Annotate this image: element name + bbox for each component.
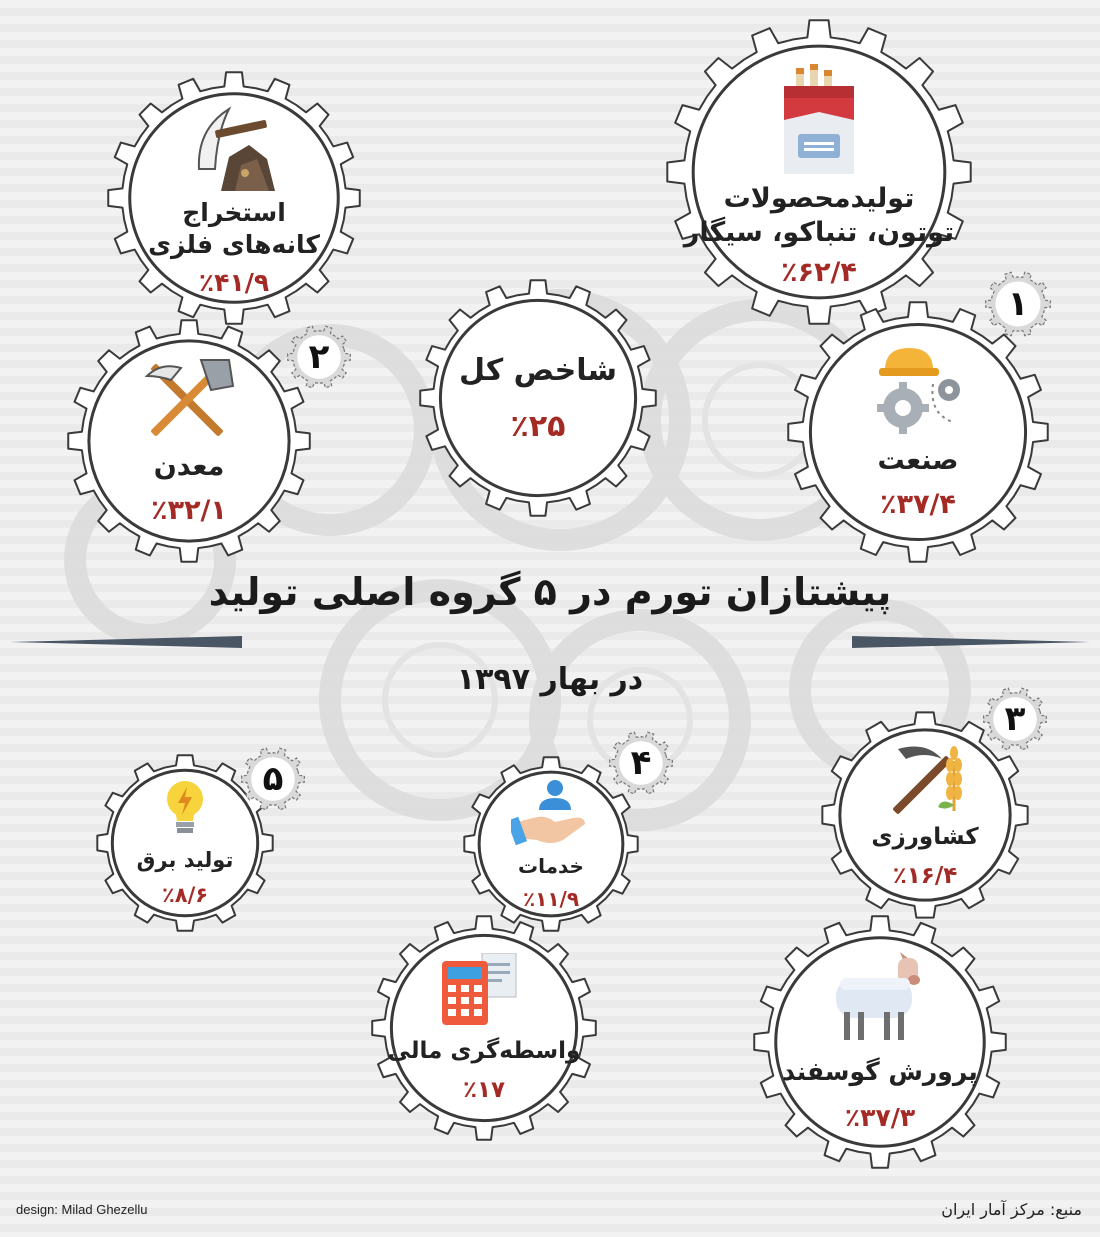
total-label: شاخص کل xyxy=(459,352,617,388)
industry-value: ٪۳۷/۴ xyxy=(880,489,956,521)
sheep-value: ٪۳۷/۳ xyxy=(844,1103,916,1133)
sheep-icon xyxy=(828,952,932,1044)
mining-value: ٪۳۲/۱ xyxy=(151,495,227,527)
rank-badge-5 xyxy=(240,746,306,812)
industry-label: صنعت xyxy=(877,444,959,476)
rank-badge-2-number: ۲ xyxy=(308,337,330,377)
metal-mining-label xyxy=(148,197,320,260)
finance-label: واسطه‌گری مالی xyxy=(387,1037,581,1064)
services-label: خدمات xyxy=(518,853,584,878)
mining-gear xyxy=(66,318,312,564)
sheep-gear xyxy=(752,914,1008,1170)
rank-badge-1 xyxy=(984,270,1052,338)
rank-badge-4-number: ۴ xyxy=(630,743,652,783)
mining-label: معدن xyxy=(153,450,225,482)
rank-badge-4 xyxy=(608,730,674,796)
finance-gear xyxy=(370,914,598,1142)
finance-value: ٪۱۷ xyxy=(462,1077,506,1104)
pickaxe-wheat-icon xyxy=(880,741,970,817)
source-credit: منبع: مرکز آمار ایران xyxy=(941,1200,1082,1219)
crossed-tools-icon xyxy=(141,356,237,442)
metal-mining-label-line1: استخراج xyxy=(182,198,286,228)
total-index-gear xyxy=(418,278,658,518)
page-subtitle: در بهار ۱۳۹۷ xyxy=(456,662,644,697)
cigarette-pack-icon xyxy=(780,64,858,176)
metal-mining-gear xyxy=(106,70,362,326)
calculator-report-icon xyxy=(442,953,526,1029)
rank-badge-2 xyxy=(286,324,352,390)
title-rule-right xyxy=(852,636,1090,648)
tobacco-gear xyxy=(665,18,973,326)
total-value: ٪۲۵ xyxy=(510,409,566,445)
hand-person-icon xyxy=(511,778,591,850)
metal-mining-value: ٪۴۱/۹ xyxy=(198,267,270,297)
agriculture-label: کشاورزی xyxy=(871,823,979,850)
pickaxe-ore-icon xyxy=(189,99,279,191)
electricity-label: تولید برق xyxy=(136,847,234,872)
tobacco-value: ٪۶۲/۴ xyxy=(781,257,857,289)
rank-badge-3-number: ۳ xyxy=(1004,699,1026,739)
tobacco-label-line2: توتون، تنباکو، سیگار xyxy=(683,216,955,248)
tobacco-label xyxy=(684,182,954,250)
electricity-value: ٪۸/۶ xyxy=(161,883,209,908)
page-title: پیشتازان تورم در ۵ گروه اصلی تولید xyxy=(208,570,892,614)
rank-badge-5-number: ۵ xyxy=(262,759,284,799)
title-rule-left xyxy=(10,636,242,648)
sheep-label: پرورش گوسفند xyxy=(782,1056,978,1086)
metal-mining-label-line2: کانه‌های فلزی xyxy=(148,229,320,259)
lightbulb-icon xyxy=(162,779,208,839)
tobacco-label-line1: تولیدمحصولات xyxy=(723,182,915,214)
rank-badge-1-number: ۱ xyxy=(1007,284,1029,324)
services-value: ٪۱۱/۹ xyxy=(522,886,580,911)
design-credit: design: Milad Ghezellu xyxy=(16,1202,148,1217)
agriculture-value: ٪۱۶/۴ xyxy=(892,863,958,890)
industry-gear xyxy=(786,300,1050,564)
hardhat-gears-icon xyxy=(863,344,973,436)
